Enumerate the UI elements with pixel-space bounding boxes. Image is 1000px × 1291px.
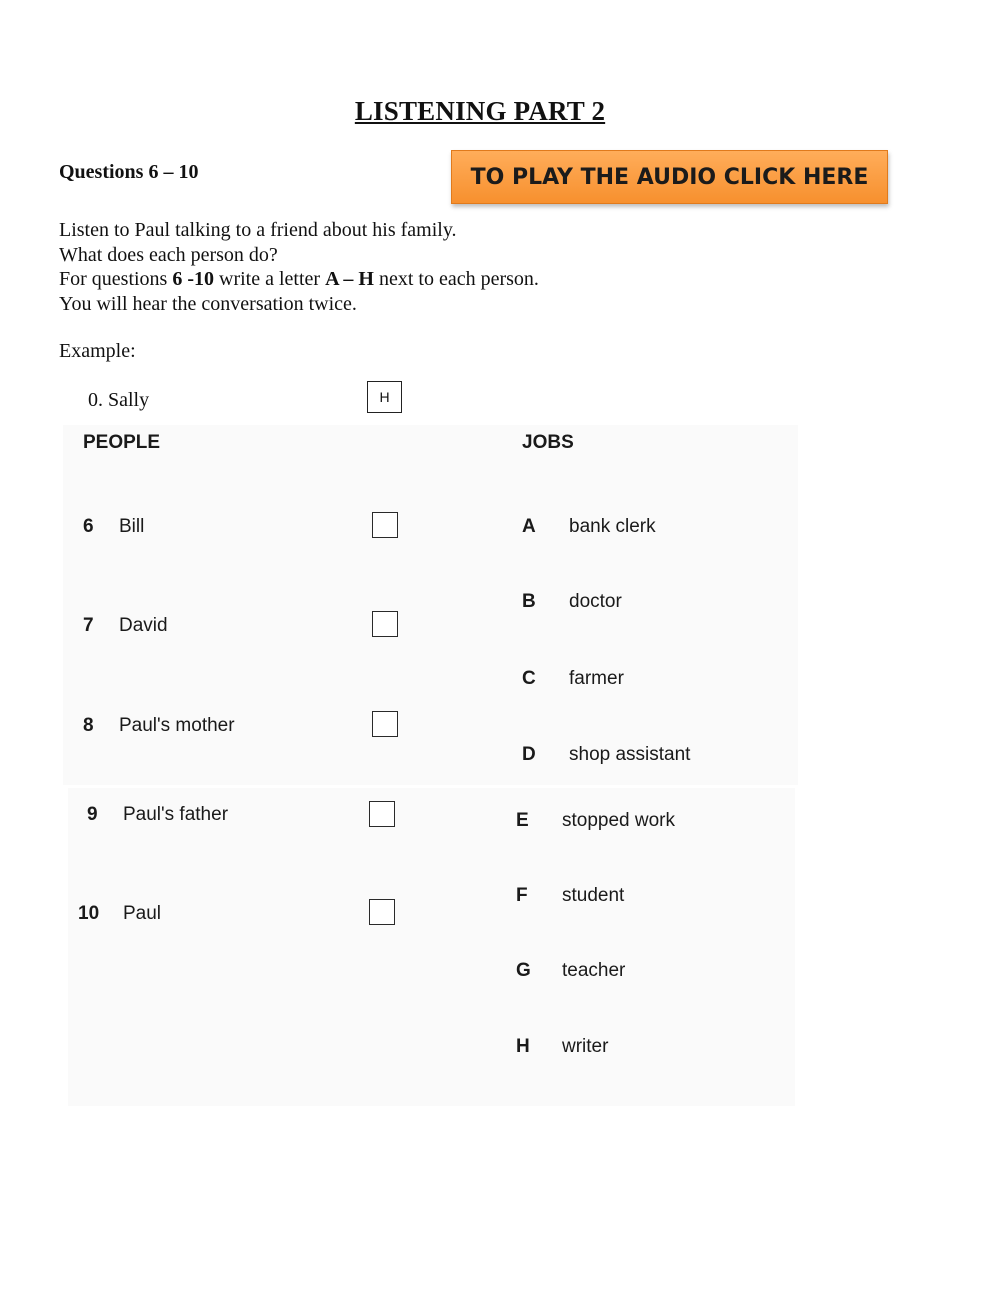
person-number: 10 [78,903,100,924]
job-name: student [562,885,625,906]
job-name: writer [562,1036,609,1057]
matching-panel-bottom [68,788,795,1106]
person-name: Bill [119,516,145,537]
job-name: teacher [562,960,626,981]
instruction-line: Listen to Paul talking to a friend about his family. [59,219,457,241]
answer-box-8[interactable] [372,711,398,737]
job-name: shop assistant [569,744,691,765]
person-name: David [119,615,168,636]
instruction-text: write a letter [214,268,326,290]
job-letter: D [522,744,536,765]
instructions [59,218,539,316]
instruction-line [59,267,539,292]
job-letter: C [522,668,536,689]
page-title: LISTENING PART 2 [354,96,606,126]
instruction-bold: A – H [325,268,374,290]
answer-box-9[interactable] [369,801,395,827]
answer-box-6[interactable] [372,512,398,538]
person-name: Paul's father [123,804,229,825]
job-letter: A [522,516,536,537]
example-answer-box: H [367,381,402,413]
answer-box-10[interactable] [369,899,395,925]
job-name: doctor [569,591,622,612]
person-number: 9 [87,804,98,825]
person-name: Paul [123,903,162,924]
example-item: 0. Sally [88,389,150,411]
play-audio-button[interactable]: TO PLAY THE AUDIO CLICK HERE [451,150,888,204]
instruction-line: What does each person do? [59,243,278,266]
person-number: 8 [83,715,94,736]
instruction-text: For questions [59,268,173,290]
people-heading: PEOPLE [83,432,161,453]
instruction-text: next to each person. [373,268,539,290]
example-label: Example: [59,340,136,362]
job-letter: G [516,960,531,981]
question-range: Questions 6 – 10 [59,161,199,183]
job-letter: H [516,1036,530,1057]
answer-box-7[interactable] [372,611,398,637]
person-name: Paul's mother [119,715,235,736]
jobs-heading: JOBS [522,432,574,453]
job-letter: B [522,591,536,612]
person-number: 7 [83,615,94,636]
job-letter: E [516,810,529,831]
job-name: bank clerk [569,516,656,537]
job-name: farmer [569,668,624,689]
job-name: stopped work [562,810,676,831]
person-number: 6 [83,516,94,537]
instruction-line: You will hear the conversation twice. [59,292,357,315]
job-letter: F [516,885,528,906]
instruction-bold: 6 -10 [172,268,215,290]
